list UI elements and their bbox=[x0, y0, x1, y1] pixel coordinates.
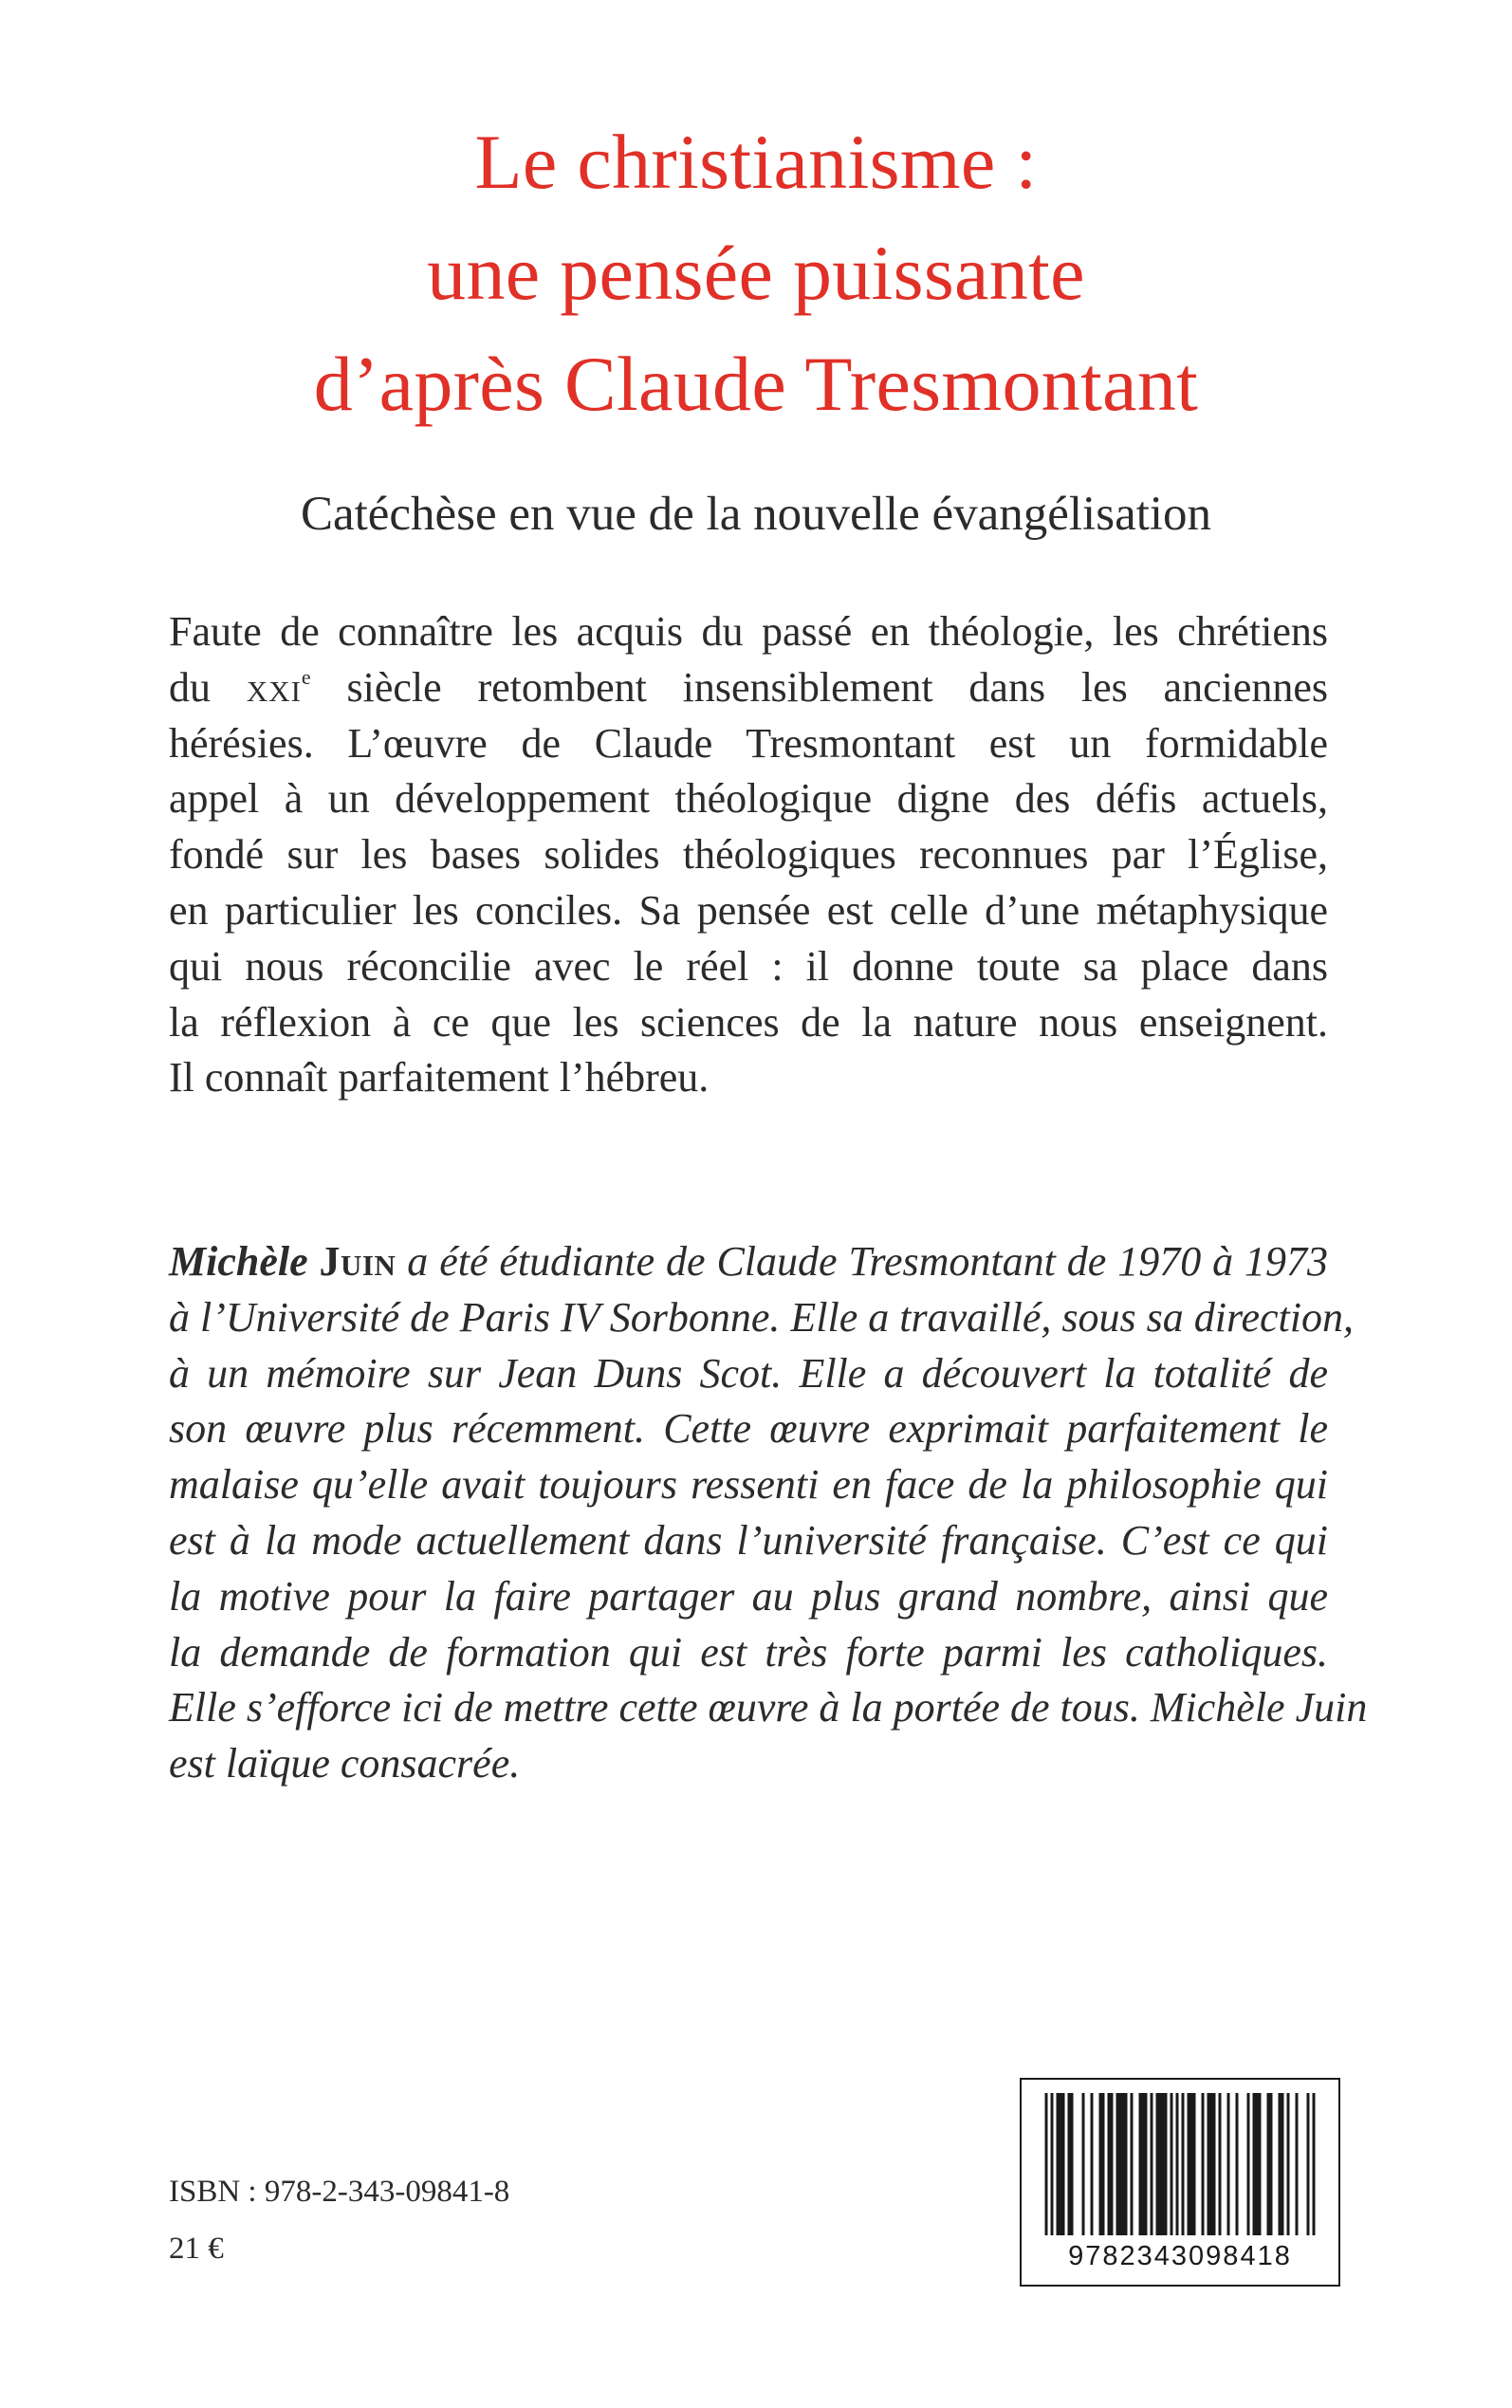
barcode-bar bbox=[1062, 2093, 1065, 2235]
barcode-bar bbox=[1119, 2093, 1122, 2235]
century-superscript: e bbox=[301, 664, 311, 689]
barcode-bar bbox=[1188, 2093, 1190, 2235]
bio-line: son œuvre plus récemment. Cette œuvre exprimait parfaitement le bbox=[169, 1405, 1328, 1453]
barcode-bar bbox=[1060, 2093, 1062, 2235]
barcode-bar bbox=[1247, 2093, 1250, 2235]
description-line bbox=[169, 660, 1328, 716]
barcode-bar bbox=[1082, 2093, 1085, 2235]
barcode-bar bbox=[1057, 2093, 1060, 2235]
bio-line: à un mémoire sur Jean Duns Scot. Elle a découvert la totalité de bbox=[169, 1349, 1328, 1397]
description-line: en particulier les conciles. Sa pensée est celle d’une métaphysique bbox=[169, 886, 1328, 934]
title-line-2: une pensée puissante bbox=[427, 230, 1085, 316]
bio-line: est à la mode actuellement dans l’université française. C’est ce qui bbox=[169, 1516, 1328, 1564]
barcode-bar bbox=[1099, 2093, 1102, 2235]
barcode-bar bbox=[1213, 2093, 1216, 2235]
description-line: la réflexion à ce que les sciences de la nature nous enseignent. bbox=[169, 998, 1328, 1046]
century-roman: xxi bbox=[246, 663, 302, 711]
barcode-bar bbox=[1182, 2093, 1185, 2235]
barcode-bar bbox=[1162, 2093, 1165, 2235]
barcode-bar bbox=[1122, 2093, 1125, 2235]
barcode-bar bbox=[1279, 2093, 1282, 2235]
price: 21 € bbox=[169, 2232, 224, 2266]
bio-line: la motive pour la faire partager au plus grand nombre, ainsi que bbox=[169, 1572, 1328, 1620]
barcode-bar bbox=[1256, 2093, 1259, 2235]
barcode-bar bbox=[1108, 2093, 1111, 2235]
barcode-bar bbox=[1208, 2093, 1210, 2235]
barcode-bar bbox=[1296, 2093, 1299, 2235]
barcode-bar bbox=[1151, 2093, 1153, 2235]
barcode-bar bbox=[1307, 2093, 1310, 2235]
barcode-bar bbox=[1287, 2093, 1290, 2235]
barcode-bar bbox=[1156, 2093, 1159, 2235]
bio-text: a été étudiante de Claude Tresmontant de 1970 à 1973 bbox=[407, 1238, 1329, 1285]
barcode-bar bbox=[1236, 2093, 1239, 2235]
barcode-bar bbox=[1219, 2093, 1222, 2235]
barcode-bar bbox=[1159, 2093, 1162, 2235]
barcode-bar bbox=[1253, 2093, 1256, 2235]
book-description bbox=[169, 604, 1328, 1106]
description-line: appel à un développement théologique digne des défis actuels, bbox=[169, 775, 1328, 823]
barcode-bar bbox=[1102, 2093, 1105, 2235]
author-first-name: Michèle bbox=[169, 1238, 308, 1285]
barcode-bar bbox=[1267, 2093, 1270, 2235]
barcode-bar bbox=[1142, 2093, 1145, 2235]
barcode-bar bbox=[1071, 2093, 1074, 2235]
barcode-bar bbox=[1259, 2093, 1262, 2235]
barcode-bar bbox=[1202, 2093, 1205, 2235]
barcode bbox=[1020, 2078, 1340, 2287]
description-line: qui nous réconcilie avec le réel : il donne toute sa place dans bbox=[169, 942, 1328, 990]
description-line: hérésies. L’œuvre de Claude Tresmontant est un formidable bbox=[169, 719, 1328, 767]
book-subtitle: Catéchèse en vue de la nouvelle évangélisation bbox=[300, 488, 1212, 541]
barcode-bar bbox=[1116, 2093, 1119, 2235]
barcode-bar bbox=[1051, 2093, 1054, 2235]
barcode-bar bbox=[1270, 2093, 1273, 2235]
barcode-bar bbox=[1165, 2093, 1168, 2235]
bio-line: Elle s’efforce ici de mettre cette œuvre à la portée de tous. Michèle Juin bbox=[169, 1684, 1368, 1732]
description-line: Il connaît parfaitement l’hébreu. bbox=[169, 1054, 710, 1102]
isbn: ISBN : 978-2-343-09841-8 bbox=[169, 2175, 510, 2209]
bio-line: malaise qu’elle avait toujours ressenti en face de la philosophie qui bbox=[169, 1461, 1328, 1509]
barcode-bar bbox=[1193, 2093, 1196, 2235]
author-bio bbox=[169, 1234, 1368, 1792]
bio-line: la demande de formation qui est très forte parmi les catholiques. bbox=[169, 1628, 1328, 1676]
description-text: siècle retombent insensiblement dans les anciennes bbox=[346, 663, 1329, 711]
barcode-bar bbox=[1176, 2093, 1179, 2235]
barcode-bar bbox=[1282, 2093, 1284, 2235]
bio-line: à l’Université de Paris IV Sorbonne. Elle a travaillé, sous sa direction, bbox=[169, 1293, 1354, 1341]
author-surname: Juin bbox=[319, 1238, 396, 1285]
barcode-bar bbox=[1111, 2093, 1114, 2235]
barcode-bar bbox=[1125, 2093, 1128, 2235]
description-word: du bbox=[169, 663, 211, 711]
barcode-bar bbox=[1190, 2093, 1193, 2235]
bio-line: est laïque consacrée. bbox=[169, 1740, 521, 1787]
barcode-bar bbox=[1045, 2093, 1048, 2235]
barcode-digits: 9782343098418 bbox=[1068, 2241, 1292, 2271]
barcode-bar bbox=[1210, 2093, 1213, 2235]
barcode-bar bbox=[1139, 2093, 1142, 2235]
barcode-bar bbox=[1091, 2093, 1094, 2235]
description-line: Faute de connaître les acquis du passé en théologie, les chrétiens bbox=[169, 608, 1328, 655]
barcode-bar bbox=[1068, 2093, 1071, 2235]
title-line-3: d’après Claude Tresmontant bbox=[313, 341, 1199, 427]
bio-line bbox=[169, 1234, 1328, 1290]
century-numeral bbox=[247, 664, 311, 711]
barcode-bar bbox=[1171, 2093, 1173, 2235]
barcode-bar bbox=[1131, 2093, 1134, 2235]
book-title bbox=[0, 106, 1512, 439]
barcode-bar bbox=[1227, 2093, 1230, 2235]
barcode-bar bbox=[1145, 2093, 1148, 2235]
description-line: fondé sur les bases solides théologiques reconnues par l’Église, bbox=[169, 831, 1328, 879]
title-line-1: Le christianisme : bbox=[474, 119, 1038, 205]
barcode-bar bbox=[1313, 2093, 1316, 2235]
